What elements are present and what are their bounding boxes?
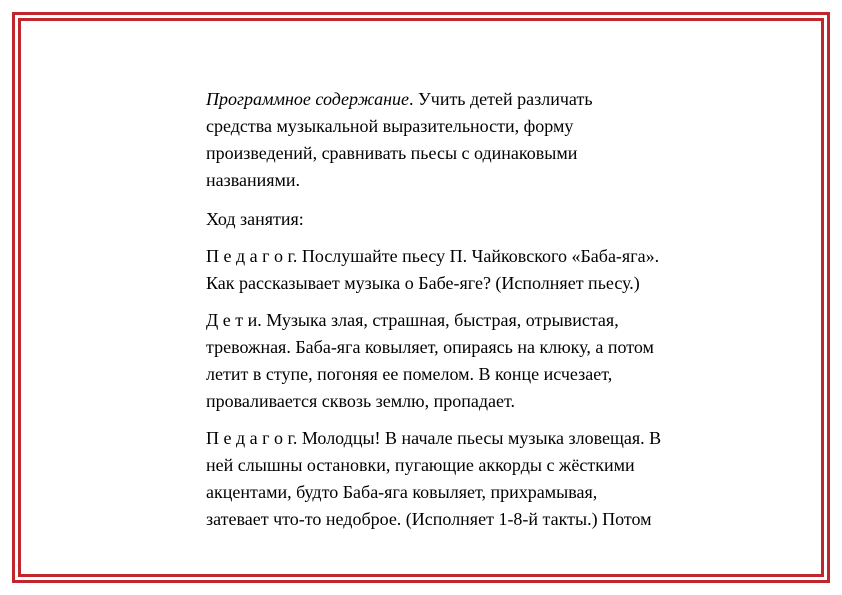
text-line: Ход занятия: [206,209,304,229]
text-line: Как рассказывает музыка о Бабе-яге? (Исполняет пьесу.) [206,273,640,293]
dialogue-paragraph-teacher-1 [206,243,736,297]
text-line: затевает что-то недоброе. (Исполняет 1-8-й такты.) Потом [206,509,652,529]
text-line: названиями. [206,170,301,190]
text-line [206,86,736,113]
text-line: тревожная. Баба-яга ковыляет, опираясь на клюку, а потом [206,337,654,357]
text-line: акцентами, будто Баба-яга ковыляет, прихрамывая, [206,482,598,502]
dialogue-paragraph-children [206,307,736,415]
text-line-rest: . Учить детей различать [409,89,593,109]
program-content-paragraph [206,86,736,194]
text-line: П е д а г о г. Послушайте пьесу П. Чайковского «Баба-яга». [206,246,660,266]
text-line: ней слышны остановки, пугающие аккорды с жёсткими [206,455,635,475]
text-line: проваливается сквозь землю, пропадает. [206,391,516,411]
text-line: П е д а г о г. Молодцы! В начале пьесы музыка зловещая. В [206,428,662,448]
text-line: произведений, сравнивать пьесы с одинаковыми [206,143,578,163]
dialogue-paragraph-teacher-2 [206,425,736,533]
text-line: средства музыкальной выразительности, форму [206,116,574,136]
program-content-label: Программное содержание [206,89,410,109]
lesson-heading [206,206,736,233]
text-line: летит в ступе, погоняя ее помелом. В конце исчезает, [206,364,613,384]
document-body [206,86,736,543]
text-line: Д е т и. Музыка злая, страшная, быстрая, отрывистая, [206,310,619,330]
